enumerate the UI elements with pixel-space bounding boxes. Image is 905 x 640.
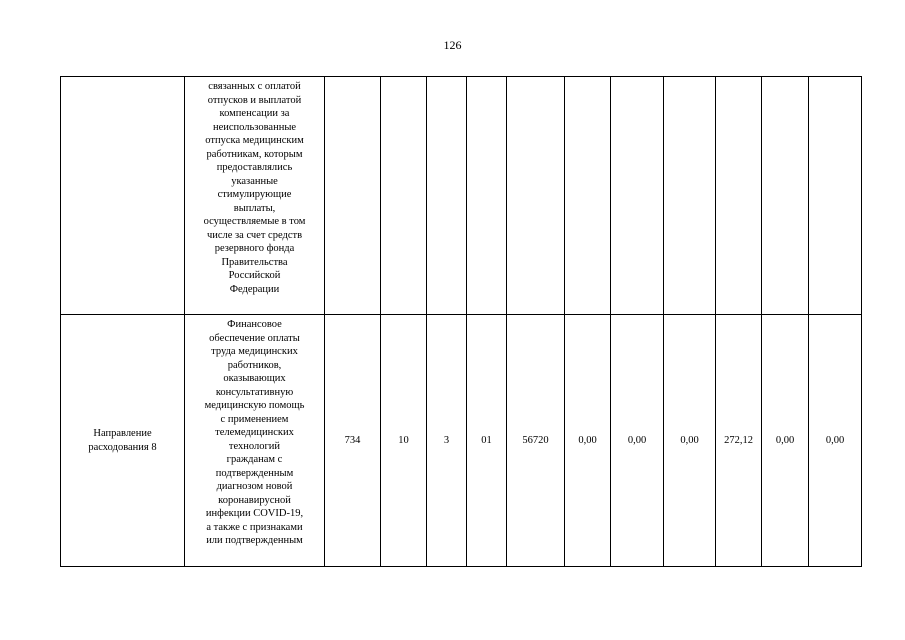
value-cell [467, 77, 507, 315]
direction-cell [61, 77, 185, 315]
expenditure-table [60, 76, 862, 567]
value-cell [664, 77, 716, 315]
value-cell: 01 [467, 315, 507, 567]
value-cell: 272,12 [716, 315, 762, 567]
value-cell [809, 77, 862, 315]
description-cell: связанных с оплатой отпусков и выплатой компенсации за неиспользованные отпуска медицинским работникам, которым предоставлялись указанные стимулирующие выплаты, осуществляемые в том числе за счет средств резервного фонда Правительства Российской Федерации [185, 77, 325, 315]
table-row [61, 77, 862, 315]
value-cell: 56720 [507, 315, 565, 567]
value-cell [565, 77, 611, 315]
value-cell [762, 77, 809, 315]
table-row [61, 315, 862, 567]
page-number: 126 [443, 38, 462, 52]
value-cell: 3 [427, 315, 467, 567]
value-cell: 0,00 [565, 315, 611, 567]
value-cell: 0,00 [611, 315, 664, 567]
direction-cell: Направление расходования 8 [61, 315, 185, 567]
value-cell: 0,00 [664, 315, 716, 567]
value-cell [507, 77, 565, 315]
description-cell: Финансовое обеспечение оплаты труда медицинских работников, оказывающих консультативную медицинскую помощь с применением телемедицинских технологий гражданам с подтвержденным диагнозом новой коронавирусной инфекции COVID-19, а также с признаками или подтвержденным [185, 315, 325, 567]
value-cell [427, 77, 467, 315]
value-cell [381, 77, 427, 315]
value-cell: 0,00 [809, 315, 862, 567]
value-cell: 0,00 [762, 315, 809, 567]
value-cell: 734 [325, 315, 381, 567]
value-cell [325, 77, 381, 315]
value-cell [611, 77, 664, 315]
value-cell [716, 77, 762, 315]
value-cell: 10 [381, 315, 427, 567]
